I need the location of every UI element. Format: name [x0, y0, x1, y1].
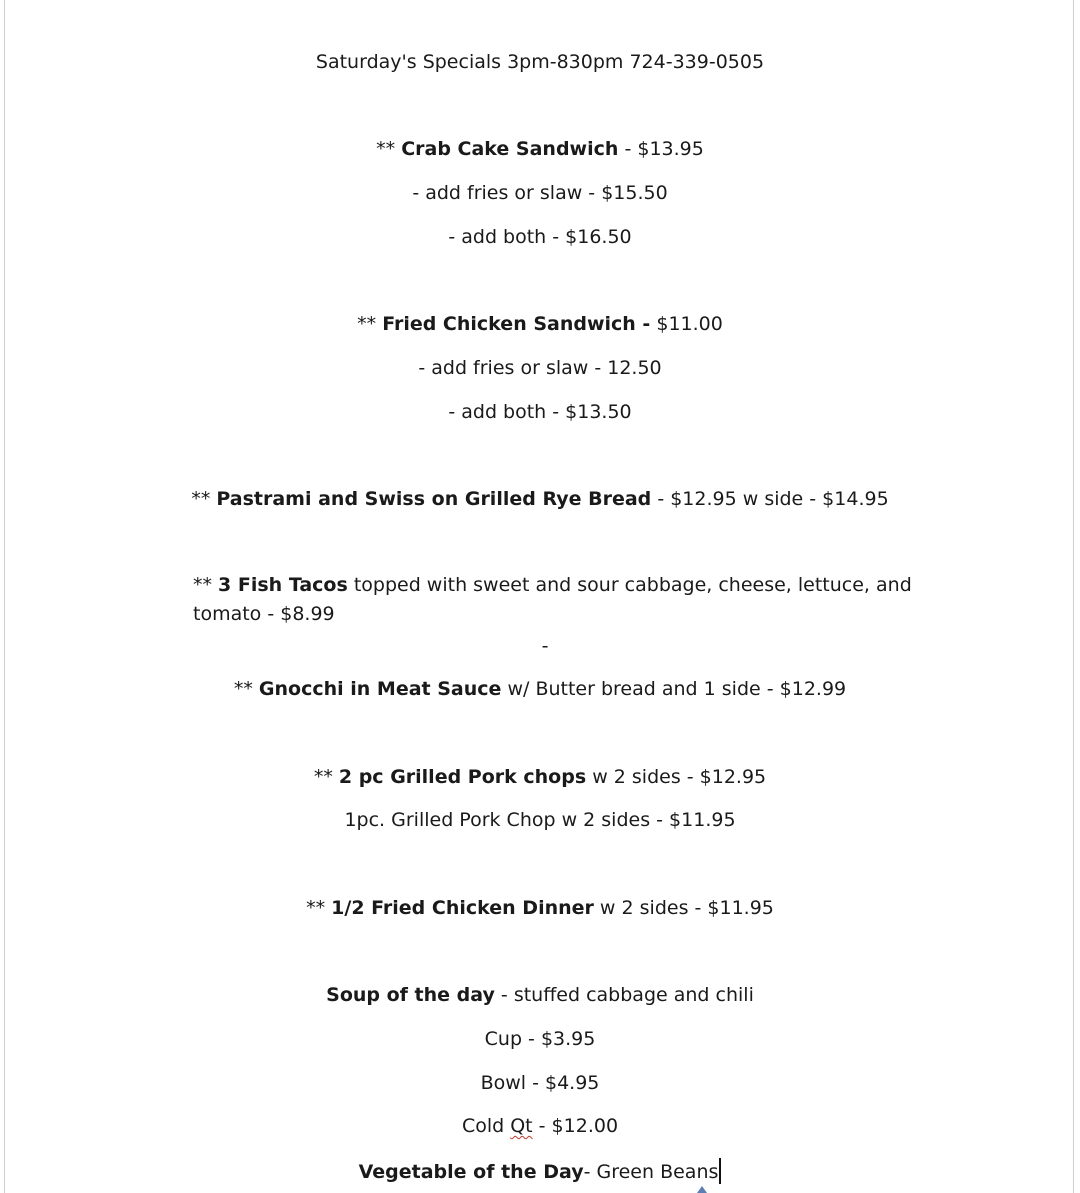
separator-dash: - — [541, 635, 549, 657]
item-name: 2 pc Grilled Pork chops — [338, 766, 587, 788]
page-edge-left — [4, 0, 5, 1193]
item-name: Crab Cake Sandwich — [401, 138, 619, 160]
item-subline: 1pc. Grilled Pork Chop w 2 sides - $11.95 — [344, 809, 736, 831]
item-name: 3 Fish Tacos — [218, 574, 348, 596]
soup-cold-qt: Cold Qt - $12.00 — [461, 1115, 619, 1137]
item-subline: - add both - $13.50 — [448, 401, 632, 423]
soup-cup: Cup - $3.95 — [484, 1028, 596, 1050]
item-pork-chops: ** 2 pc Grilled Pork chops w 2 sides - $12.95 — [313, 766, 767, 788]
vegetable-name: Vegetable of the Day — [358, 1161, 584, 1183]
scroll-up-arrow-icon[interactable] — [697, 1186, 707, 1193]
item-subline: - add fries or slaw - 12.50 — [418, 357, 662, 379]
item-fish-tacos: ** 3 Fish Tacos topped with sweet and sour cabbage, cheese, lettuce, and tomato - $8.99 — [193, 574, 912, 625]
item-subline: - add fries or slaw - $15.50 — [412, 182, 668, 204]
item-subline: - add both - $16.50 — [448, 226, 632, 248]
text-cursor — [719, 1158, 721, 1184]
item-name: 1/2 Fried Chicken Dinner — [331, 897, 594, 919]
vegetable-of-the-day[interactable]: Vegetable of the Day- Green Beans — [0, 1158, 1080, 1184]
soup-bowl: Bowl - $4.95 — [480, 1072, 600, 1094]
item-fried-chicken-sandwich: ** Fried Chicken Sandwich - $11.00 — [357, 313, 723, 335]
spellcheck-word: Qt — [510, 1115, 533, 1137]
page-edge-right — [1073, 0, 1074, 1193]
item-name: Pastrami and Swiss on Grilled Rye Bread — [216, 488, 652, 510]
item-name: Fried Chicken Sandwich - — [382, 313, 651, 335]
item-half-chicken: ** 1/2 Fried Chicken Dinner w 2 sides - $11.95 — [306, 897, 774, 919]
soup-name: Soup of the day — [326, 984, 495, 1006]
soup-of-the-day: Soup of the day - stuffed cabbage and chili — [326, 984, 754, 1006]
item-crab-cake: ** Crab Cake Sandwich - $13.95 — [376, 138, 704, 160]
item-pastrami: ** Pastrami and Swiss on Grilled Rye Bread - $12.95 w side - $14.95 — [191, 488, 889, 510]
item-name: Gnocchi in Meat Sauce — [258, 678, 502, 700]
item-gnocchi: ** Gnocchi in Meat Sauce w/ Butter bread and 1 side - $12.99 — [233, 678, 847, 700]
specials-header: Saturday's Specials 3pm-830pm 724-339-0505 — [315, 51, 765, 73]
